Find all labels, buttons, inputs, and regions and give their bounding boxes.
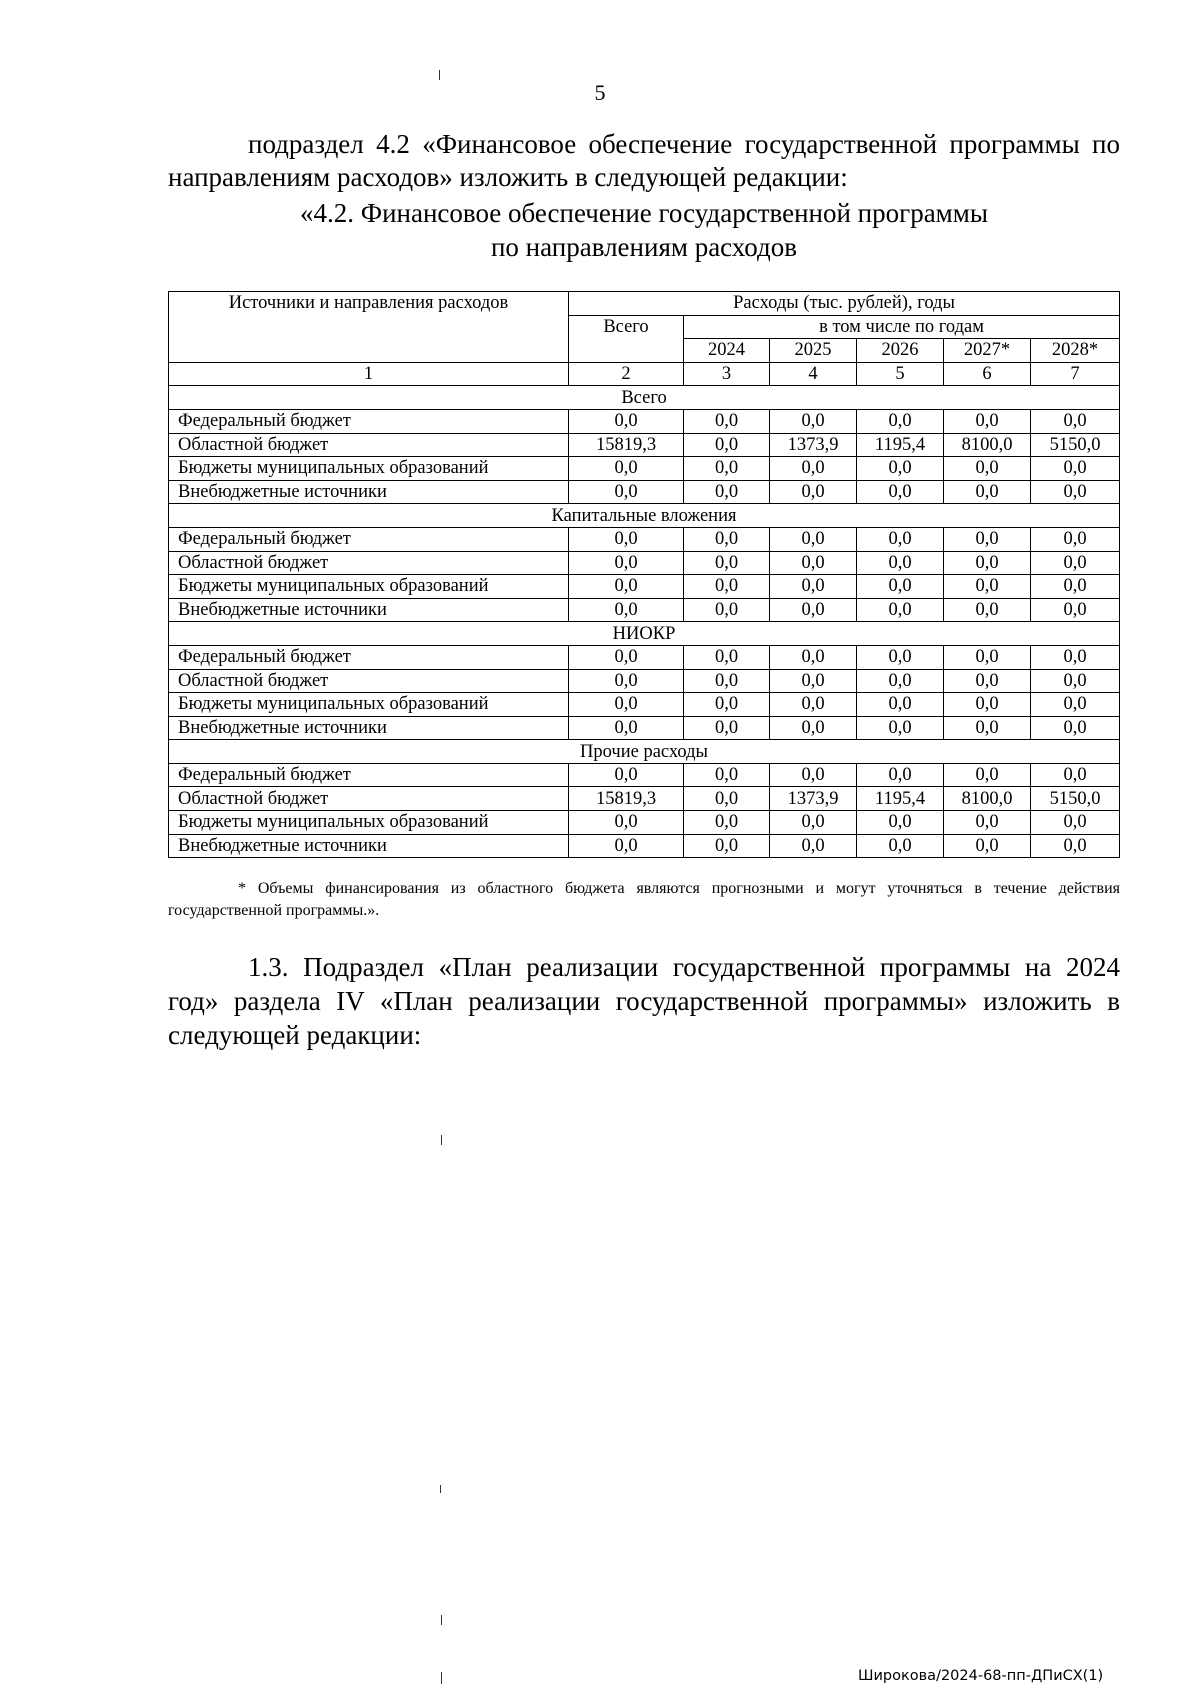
value-cell: 0,0 (857, 811, 944, 835)
row-label: Федеральный бюджет (169, 409, 569, 433)
column-number: 7 (1031, 362, 1120, 386)
table-row (169, 645, 1120, 669)
value-cell: 0,0 (770, 551, 857, 575)
row-label: Областной бюджет (169, 669, 569, 693)
value-cell: 0,0 (569, 598, 684, 622)
row-label: Федеральный бюджет (169, 527, 569, 551)
group-row (169, 622, 1120, 646)
value-cell: 15819,3 (569, 433, 684, 457)
value-cell: 0,0 (569, 551, 684, 575)
value-cell: 0,0 (770, 716, 857, 740)
row-label: Бюджеты муниципальных образований (169, 575, 569, 599)
value-cell: 0,0 (857, 527, 944, 551)
value-cell: 8100,0 (944, 787, 1031, 811)
value-cell: 5150,0 (1031, 787, 1120, 811)
value-cell: 0,0 (857, 551, 944, 575)
footnote (168, 878, 1120, 922)
value-cell: 0,0 (569, 575, 684, 599)
column-number-row (169, 362, 1120, 386)
paragraph-1-3-text: 1.3. Подраздел «План реализации государственной программы на 2024 год» раздела IV «План реализации государственной программы» изложить в следующей редакции: (168, 952, 1120, 1050)
value-cell: 0,0 (770, 763, 857, 787)
value-cell: 0,0 (1031, 763, 1120, 787)
column-number: 3 (684, 362, 770, 386)
scan-speck (441, 1615, 442, 1625)
column-number: 2 (569, 362, 684, 386)
section-title-line-1: «4.2. Финансовое обеспечение государственной программы (300, 198, 988, 228)
table-row (169, 433, 1120, 457)
value-cell: 15819,3 (569, 787, 684, 811)
value-cell: 0,0 (1031, 645, 1120, 669)
row-label: Областной бюджет (169, 551, 569, 575)
value-cell: 0,0 (770, 834, 857, 858)
value-cell: 0,0 (944, 669, 1031, 693)
value-cell: 0,0 (944, 551, 1031, 575)
group-row (169, 740, 1120, 764)
financing-table-body (169, 292, 1120, 858)
financing-table (168, 291, 1120, 858)
value-cell: 0,0 (569, 527, 684, 551)
value-cell: 0,0 (684, 716, 770, 740)
group-title: Всего (169, 386, 1120, 410)
value-cell: 1195,4 (857, 787, 944, 811)
value-cell: 0,0 (684, 645, 770, 669)
scan-speck (440, 1485, 441, 1493)
value-cell: 0,0 (770, 575, 857, 599)
table-row (169, 669, 1120, 693)
row-label: Внебюджетные источники (169, 716, 569, 740)
table-row (169, 763, 1120, 787)
row-label: Федеральный бюджет (169, 645, 569, 669)
value-cell: 0,0 (770, 527, 857, 551)
section-title (168, 196, 1120, 264)
table-row (169, 409, 1120, 433)
value-cell: 0,0 (569, 409, 684, 433)
header-row-1 (169, 292, 1120, 316)
value-cell: 0,0 (569, 480, 684, 504)
value-cell: 0,0 (1031, 480, 1120, 504)
section-title-line-2: по направлениям расходов (490, 232, 797, 262)
table-row (169, 551, 1120, 575)
value-cell: 0,0 (770, 457, 857, 481)
value-cell: 0,0 (944, 693, 1031, 717)
row-label: Бюджеты муниципальных образований (169, 457, 569, 481)
value-cell: 0,0 (857, 409, 944, 433)
value-cell: 0,0 (684, 575, 770, 599)
value-cell: 1195,4 (857, 433, 944, 457)
intro-paragraph (168, 128, 1120, 194)
value-cell: 0,0 (684, 787, 770, 811)
table-row (169, 811, 1120, 835)
value-cell: 0,0 (770, 645, 857, 669)
value-cell: 0,0 (684, 480, 770, 504)
header-year: 2027* (944, 339, 1031, 363)
value-cell: 0,0 (857, 716, 944, 740)
value-cell: 0,0 (1031, 669, 1120, 693)
row-label: Федеральный бюджет (169, 763, 569, 787)
value-cell: 0,0 (944, 834, 1031, 858)
value-cell: 0,0 (1031, 834, 1120, 858)
table-row (169, 598, 1120, 622)
value-cell: 0,0 (857, 480, 944, 504)
header-year: 2026 (857, 339, 944, 363)
value-cell: 0,0 (569, 811, 684, 835)
value-cell: 0,0 (944, 716, 1031, 740)
group-title: Капитальные вложения (169, 504, 1120, 528)
value-cell: 0,0 (569, 457, 684, 481)
intro-text: подраздел 4.2 «Финансовое обеспечение государственной программы по направлениям расходов» изложить в следующей редакции: (168, 129, 1120, 192)
table-row (169, 457, 1120, 481)
row-label: Внебюджетные источники (169, 834, 569, 858)
header-year: 2028* (1031, 339, 1120, 363)
value-cell: 0,0 (569, 834, 684, 858)
value-cell: 0,0 (569, 716, 684, 740)
value-cell: 0,0 (770, 811, 857, 835)
value-cell: 0,0 (1031, 457, 1120, 481)
value-cell: 0,0 (944, 457, 1031, 481)
value-cell: 0,0 (684, 834, 770, 858)
paragraph-1-3 (168, 950, 1120, 1052)
value-cell: 0,0 (770, 693, 857, 717)
table-row (169, 693, 1120, 717)
value-cell: 0,0 (684, 693, 770, 717)
value-cell: 0,0 (857, 834, 944, 858)
table-row (169, 834, 1120, 858)
value-cell: 0,0 (857, 457, 944, 481)
value-cell: 0,0 (1031, 409, 1120, 433)
value-cell: 0,0 (684, 669, 770, 693)
group-row (169, 386, 1120, 410)
group-title: НИОКР (169, 622, 1120, 646)
value-cell: 0,0 (569, 669, 684, 693)
value-cell: 1373,9 (770, 433, 857, 457)
value-cell: 0,0 (944, 763, 1031, 787)
value-cell: 0,0 (684, 811, 770, 835)
table-row (169, 480, 1120, 504)
header-year: 2025 (770, 339, 857, 363)
value-cell: 0,0 (684, 527, 770, 551)
scan-speck (441, 1672, 442, 1684)
value-cell: 0,0 (684, 409, 770, 433)
value-cell: 5150,0 (1031, 433, 1120, 457)
row-label: Бюджеты муниципальных образований (169, 811, 569, 835)
value-cell: 0,0 (1031, 716, 1120, 740)
header-by-years: в том числе по годам (684, 315, 1120, 339)
group-title: Прочие расходы (169, 740, 1120, 764)
row-label: Внебюджетные источники (169, 598, 569, 622)
row-label: Областной бюджет (169, 433, 569, 457)
value-cell: 0,0 (944, 645, 1031, 669)
header-expenses: Расходы (тыс. рублей), годы (569, 292, 1120, 316)
value-cell: 0,0 (857, 598, 944, 622)
column-number: 5 (857, 362, 944, 386)
column-number: 4 (770, 362, 857, 386)
value-cell: 0,0 (770, 669, 857, 693)
value-cell: 0,0 (1031, 551, 1120, 575)
value-cell: 0,0 (944, 480, 1031, 504)
value-cell: 0,0 (569, 693, 684, 717)
footnote-text: * Объемы финансирования из областного бюджета являются прогнозными и могут уточняться в течение действия государственной программы.». (168, 880, 1120, 919)
header-total: Всего (569, 315, 684, 362)
value-cell: 0,0 (1031, 693, 1120, 717)
value-cell: 0,0 (944, 811, 1031, 835)
value-cell: 0,0 (684, 433, 770, 457)
value-cell: 0,0 (1031, 575, 1120, 599)
value-cell: 0,0 (857, 669, 944, 693)
value-cell: 0,0 (857, 693, 944, 717)
signature-line: Широкова/2024-68-пп-ДПиСХ(1) (858, 1668, 1104, 1684)
table-row (169, 527, 1120, 551)
value-cell: 0,0 (944, 575, 1031, 599)
column-number: 1 (169, 362, 569, 386)
value-cell: 0,0 (857, 763, 944, 787)
column-number: 6 (944, 362, 1031, 386)
row-label: Областной бюджет (169, 787, 569, 811)
value-cell: 0,0 (1031, 811, 1120, 835)
scan-speck (439, 70, 440, 80)
table-row (169, 575, 1120, 599)
value-cell: 0,0 (569, 763, 684, 787)
value-cell: 0,0 (684, 457, 770, 481)
header-year: 2024 (684, 339, 770, 363)
scan-speck (441, 1135, 442, 1145)
group-row (169, 504, 1120, 528)
value-cell: 0,0 (857, 575, 944, 599)
page-number: 5 (594, 80, 606, 105)
value-cell: 0,0 (944, 598, 1031, 622)
value-cell: 1373,9 (770, 787, 857, 811)
table-row (169, 787, 1120, 811)
value-cell: 0,0 (684, 763, 770, 787)
value-cell: 0,0 (684, 598, 770, 622)
table-row (169, 716, 1120, 740)
value-cell: 0,0 (770, 409, 857, 433)
value-cell: 0,0 (1031, 598, 1120, 622)
value-cell: 0,0 (944, 409, 1031, 433)
value-cell: 0,0 (770, 598, 857, 622)
header-sources: Источники и направления расходов (169, 292, 569, 363)
value-cell: 0,0 (944, 527, 1031, 551)
row-label: Бюджеты муниципальных образований (169, 693, 569, 717)
value-cell: 0,0 (684, 551, 770, 575)
row-label: Внебюджетные источники (169, 480, 569, 504)
value-cell: 0,0 (857, 645, 944, 669)
value-cell: 0,0 (770, 480, 857, 504)
value-cell: 8100,0 (944, 433, 1031, 457)
value-cell: 0,0 (569, 645, 684, 669)
value-cell: 0,0 (1031, 527, 1120, 551)
